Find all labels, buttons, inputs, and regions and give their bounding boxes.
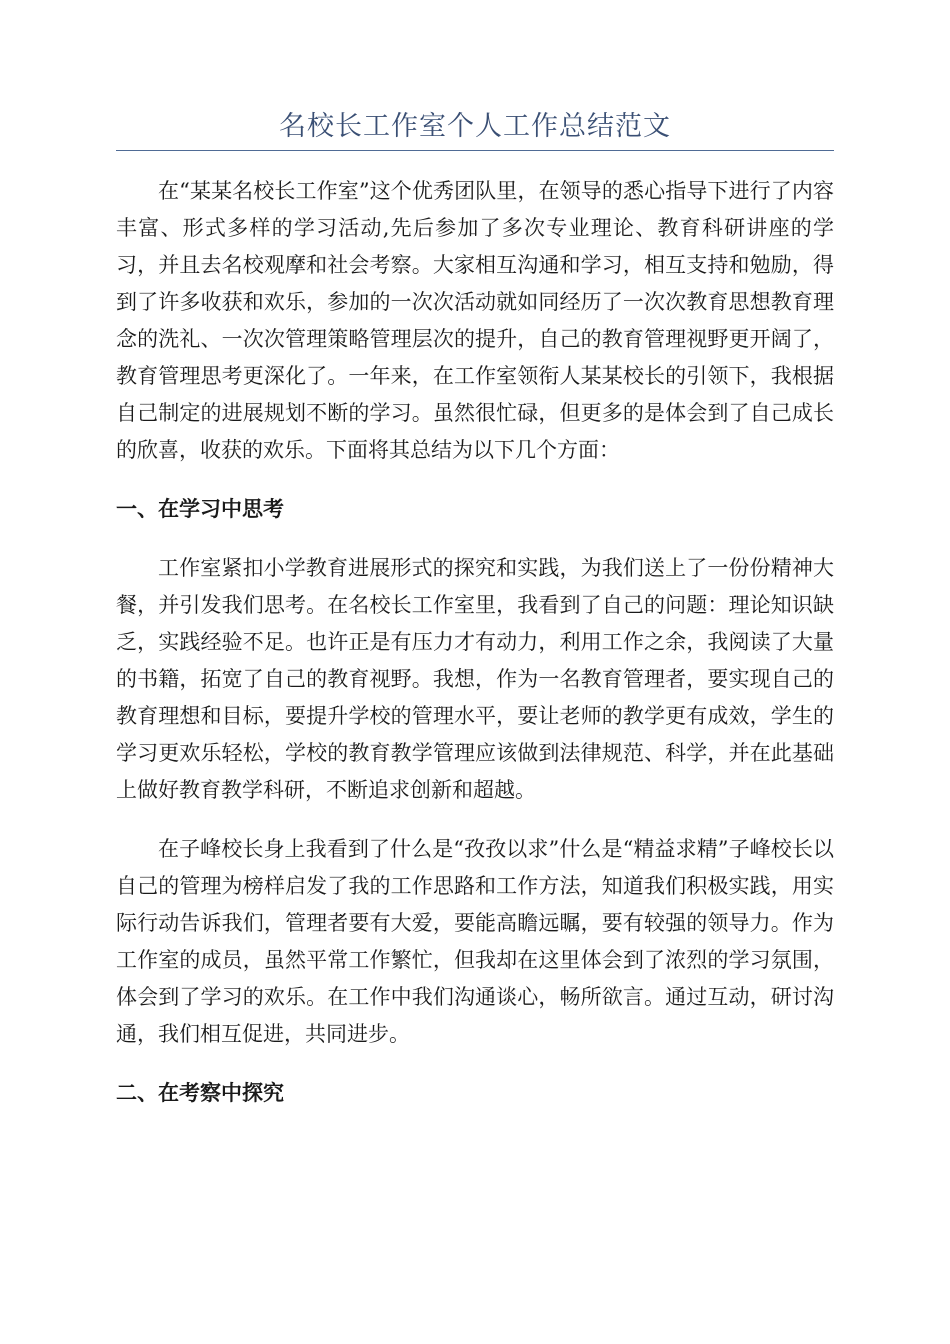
section-heading-2: 二、在考察中探究 — [116, 1081, 284, 1105]
document-title: 名校长工作室个人工作总结范文 — [279, 111, 671, 142]
document-page — [116, 108, 834, 1112]
section-heading-1: 一、在学习中思考 — [116, 497, 284, 521]
section-1-paragraph-2: 在子峰校长身上我看到了什么是“孜孜以求”什么是“精益求精”子峰校长以自己的管理为榜样启发了我的工作思路和工作方法，知道我们积极实践，用实际行动告诉我们，管理者要有大爱，要能高瞻远瞩，要有较强的领导力。作为工作室的成员，虽然平常工作繁忙，但我却在这里体会到了浓烈的学习氛围，体会到了学习的欢乐。在工作中我们沟通谈心，畅所欲言。通过互动，研讨沟通，我们相互促进，共同进步。 — [116, 837, 834, 1046]
section-1-paragraph-1: 工作室紧扣小学教育进展形式的探究和实践，为我们送上了一份份精神大餐，并引发我们思考。在名校长工作室里，我看到了自己的问题：理论知识缺乏，实践经验不足。也许正是有压力才有动力，利用工作之余，我阅读了大量的书籍，拓宽了自己的教育视野。我想，作为一名教育管理者，要实现自己的教育理想和目标，要提升学校的管理水平，要让老师的教学更有成效，学生的学习更欢乐轻松，学校的教育教学管理应该做到法律规范、科学，并在此基础上做好教育教学科研，不断追求创新和超越。 — [116, 556, 834, 802]
intro-paragraph: 在“某某名校长工作室”这个优秀团队里，在领导的悉心指导下进行了内容丰富、形式多样的学习活动,先后参加了多次专业理论、教育科研讲座的学习，并且去名校观摩和社会考察。大家相互沟通和学习，相互支持和勉励，得到了许多收获和欢乐，参加的一次次活动就如同经历了一次次教育思想教育理念的洗礼、一次次管理策略管理层次的提升，自己的教育管理视野更开阔了，教育管理思考更深化了。一年来，在工作室领衔人某某校长的引领下，我根据自己制定的进展规划不断的学习。虽然很忙碌，但更多的是体会到了自己成长的欣喜，收获的欢乐。下面将其总结为以下几个方面： — [116, 179, 834, 462]
title-block — [116, 108, 834, 151]
